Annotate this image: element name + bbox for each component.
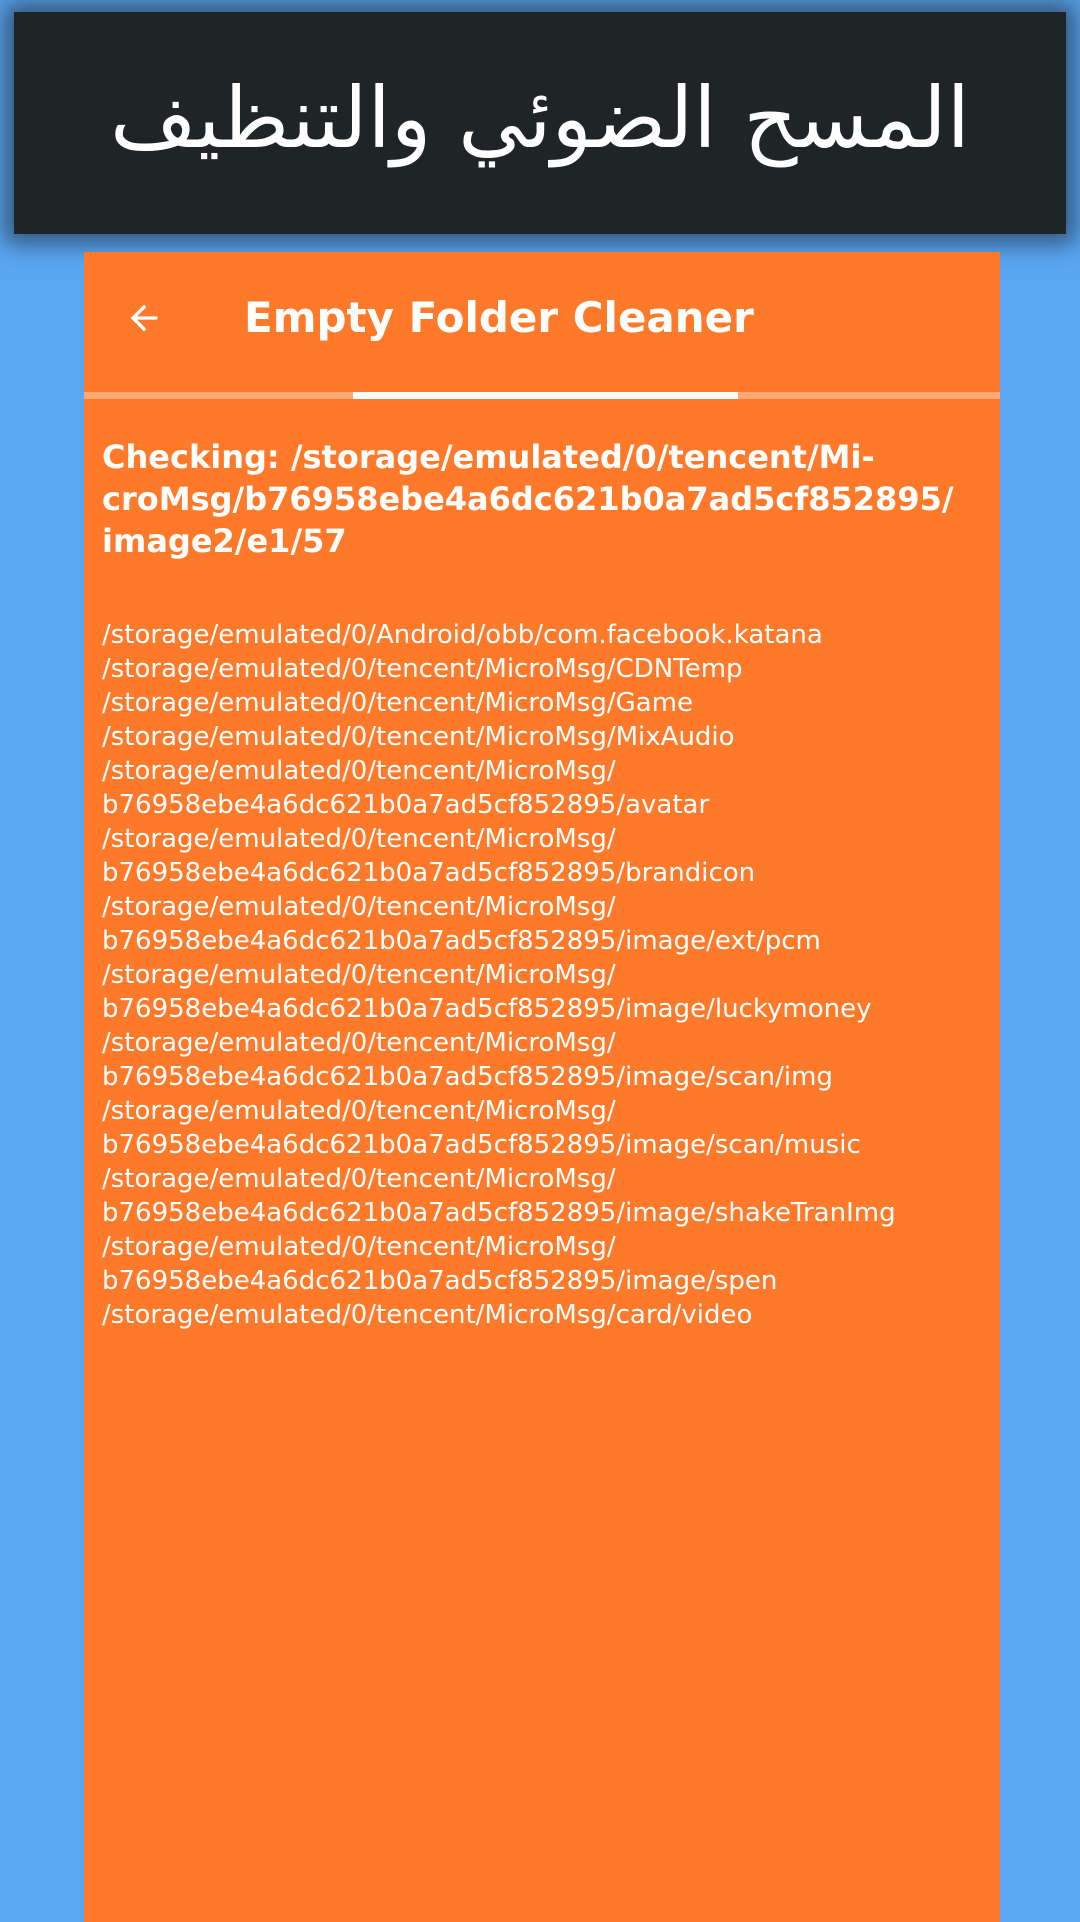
empty-folder-item: /storage/emulated/0/tencent/MicroMsg/ b76958ebe4a6dc621b0a7ad5cf852895/image/shakeTranImg [102,1164,896,1228]
empty-folder-item: /storage/emulated/0/tencent/MicroMsg/card/video [102,1300,753,1330]
empty-folder-list [102,618,972,1332]
promo-banner [14,12,1066,234]
empty-folder-item: /storage/emulated/0/tencent/MicroMsg/MixAudio [102,722,735,752]
empty-folder-item: /storage/emulated/0/tencent/MicroMsg/CDNTemp [102,654,743,684]
scan-progress-indicator [353,392,738,399]
promo-title: المسح الضوئي والتنظيف [109,69,970,167]
empty-folder-item: /storage/emulated/0/tencent/MicroMsg/ b76958ebe4a6dc621b0a7ad5cf852895/image/ext/pcm [102,892,821,956]
empty-folder-item: /storage/emulated/0/tencent/MicroMsg/ b76958ebe4a6dc621b0a7ad5cf852895/image/spen [102,1232,778,1296]
empty-folder-item: /storage/emulated/0/tencent/MicroMsg/ b76958ebe4a6dc621b0a7ad5cf852895/image/scan/img [102,1028,833,1092]
empty-folder-item: /storage/emulated/0/tencent/MicroMsg/ b76958ebe4a6dc621b0a7ad5cf852895/image/scan/music [102,1096,861,1160]
back-button[interactable] [122,296,166,340]
empty-folder-item: /storage/emulated/0/tencent/MicroMsg/Game [102,688,694,718]
scan-content [102,436,972,1332]
empty-folder-item: /storage/emulated/0/tencent/MicroMsg/ b76958ebe4a6dc621b0a7ad5cf852895/avatar [102,756,710,820]
app-title: Empty Folder Cleaner [244,293,754,342]
empty-folder-item: /storage/emulated/0/Android/obb/com.facebook.katana [102,620,823,650]
empty-folder-item: /storage/emulated/0/tencent/MicroMsg/ b76958ebe4a6dc621b0a7ad5cf852895/image/luckymoney [102,960,872,1024]
app-bar [84,252,1000,392]
arrow-left-icon [124,298,164,338]
app-screen [84,252,1000,1922]
scan-progress-bar [84,392,1000,399]
empty-folder-item: /storage/emulated/0/tencent/MicroMsg/ b76958ebe4a6dc621b0a7ad5cf852895/brandicon [102,824,756,888]
checking-status: Checking: /storage/emulated/0/tencent/Mi- croMsg/b76958ebe4a6dc621b0a7ad5cf852895/ image2/e1/57 [102,438,954,560]
